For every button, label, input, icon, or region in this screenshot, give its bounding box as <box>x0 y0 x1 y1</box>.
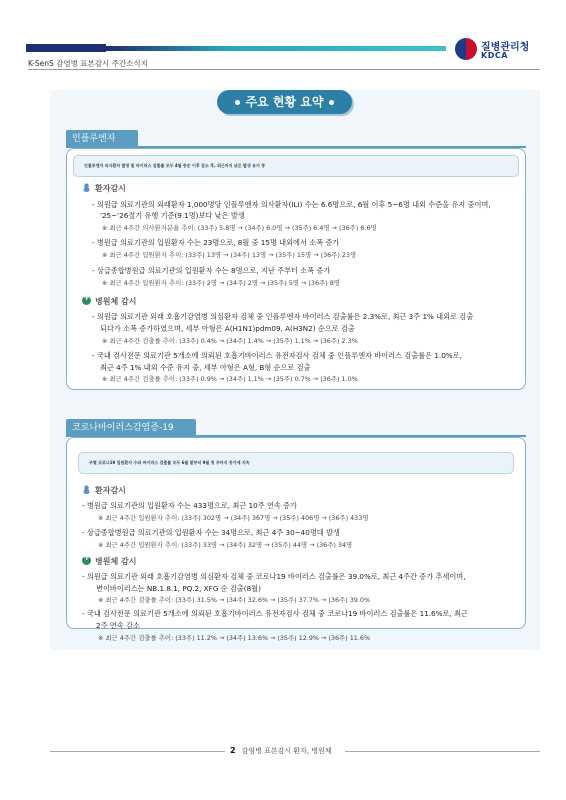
patient-icon <box>82 183 91 192</box>
influenza-lab-virus-line1: - 국내 검사전문 의료기관 5개소에 의뢰된 호흡기바이러스 유전자검사 검체 중 인플루엔자 바이러스 검출률은 1.0%로, <box>92 351 462 360</box>
influenza-clinic-virus-line2: 되다가 소폭 증가하였으며, 세부 아형은 A(H1N1)pdm09, A(H3N2) 순으로 검출 <box>100 324 355 333</box>
covid-tertiary-line: - 상급종합병원급 의료기관의 입원환자 수는 34명으로, 최근 4주 30~40명대 발생 <box>82 528 340 537</box>
influenza-ili-line1: - 의원급 의료기관의 외래환자 1,000명당 인플루엔자 의사환자(ILI) 수는 6.6명으로, 6월 이후 5~6명 내외 수준을 유지 중이며, <box>92 200 491 209</box>
covid-tertiary-note: ※ 최근 4주간 입원환자 추이: (33주) 33명 → (34주) 32명 → (35주) 44명 → (36주) 34명 <box>98 541 353 549</box>
influenza-clinic-virus-note: ※ 최근 4주간 검출률 추이: (33주) 0.4% → (34주) 1.4% → (35주) 1.1% → (36주) 2.3% <box>102 337 358 345</box>
covid-clinic-virus-line2: 변이바이러스는 NB.1.8.1, PQ.2, XFG 순 검출(8월) <box>96 584 261 593</box>
covid-clinic-virus-note: ※ 최근 4주간 검출률 추이: (33주) 31.5% → (34주) 32.6% → (35주) 37.7% → (36주) 39.0% <box>98 596 371 604</box>
influenza-tertiary-line: - 상급종합병원급 의료기관의 입원환자 수는 8명으로, 지난 주부터 소폭 증가 <box>92 266 331 275</box>
influenza-ili-note: ※ 최근 4주간 의사환자분율 추이: (33주) 5.8명 → (34주) 6.0명 → (35주) 6.4명 → (36주) 6.6명 <box>102 224 377 232</box>
covid-lab-virus-line2: 2주 연속 감소 <box>96 621 140 630</box>
covid-lab-virus-note: ※ 최근 4주간 검출률 추이: (33주) 11.2% → (34주) 13.6% → (35주) 12.9% → (36주) 11.6% <box>98 634 371 642</box>
influenza-pathogen-heading <box>82 296 136 307</box>
influenza-lab-virus-line2: 최근 4주 1% 내외 수준 유지 중, 세부 아형은 A형, B형 순으로 검출 <box>100 363 311 372</box>
footer-divider <box>345 751 540 752</box>
influenza-clinic-virus-line1: - 의원급 의료기관 외래 호흡기감염병 의심환자 검체 중 인플루엔자 바이러스 검출률은 2.3%로, 최근 3주 1% 내외로 검출 <box>92 312 474 321</box>
patient-icon <box>82 485 91 494</box>
covid-pathogen-heading <box>82 556 136 567</box>
influenza-tertiary-note: ※ 최근 4주간 입원환자 추이: (33주) 2명 → (34주) 2명 → (35주) 5명 → (36주) 8명 <box>102 279 340 287</box>
logo-name: 질병관리청 <box>481 42 530 53</box>
footer-divider <box>50 751 225 752</box>
influenza-hospital-note: ※ 최근 4주간 입원환자 추이: (33주) 13명 → (34주) 13명 → (35주) 15명 → (36주) 23명 <box>102 251 357 259</box>
heading-text: 환자감시 <box>95 486 126 495</box>
page-number: 2 <box>230 746 236 755</box>
heading-text: 병원체 감시 <box>95 557 137 566</box>
footer-text: 감염병 표본감시 환자, 병원체 <box>241 747 332 755</box>
section-tab-covid: 코로나바이러스감염증-19 <box>66 419 196 437</box>
bullet-dot-icon <box>329 100 334 105</box>
influenza-patient-heading <box>82 183 126 194</box>
header-color-bar <box>26 44 446 52</box>
influenza-lab-virus-note: ※ 최근 4주간 검출률 추이: (33주) 0.9% → (34주) 1.1% → (35주) 0.7% → (36주) 1.0% <box>102 375 358 383</box>
bullet-dot-icon <box>235 100 240 105</box>
influenza-hospital-line: - 병원급 의료기관의 입원환자 수는 23명으로, 8월 중 15명 내외에서 소폭 증가 <box>92 238 340 247</box>
header-divider <box>28 69 540 70</box>
page-title <box>217 90 352 114</box>
covid-clinic-virus-line1: - 의원급 의료기관 외래 호흡기감염병 의심환자 검체 중 코로나19 바이러스 검출률은 39.0%로, 최근 4주간 증가 추세이며, <box>82 572 466 581</box>
heading-text: 병원체 감시 <box>95 297 137 306</box>
hospital-icon <box>82 556 91 565</box>
logo-english: KDCA <box>481 51 508 60</box>
influenza-summary: 인플루엔자 의사환자 발생 및 바이러스 검출률 모두 4월 중순 이후 감소 후, 최근까지 낮은 발생 유지 중 <box>73 155 519 177</box>
covid-lab-virus-line1: - 국내 검사전문 의료기관 5개소에 의뢰된 호흡기바이러스 유전자검사 검체 중 코로나19 바이러스 검출률은 11.6%로, 최근 <box>82 609 468 618</box>
influenza-ili-line2: '25~'26절기 유행 기준(9.1명)보다 낮은 발생 <box>100 211 245 220</box>
hospital-icon <box>82 296 91 305</box>
page-title-text: 주요 현황 요약 <box>245 95 324 109</box>
covid-hospital-line: - 병원급 의료기관의 입원환자 수는 433명으로, 최근 10주 연속 증가 <box>82 501 297 510</box>
heading-text: 환자감시 <box>95 184 126 193</box>
kdca-emblem-icon <box>455 38 477 60</box>
covid-hospital-note: ※ 최근 4주간 입원환자 추이: (33주) 302명 → (34주) 367명 → (35주) 406명 → (36주) 433명 <box>98 514 369 522</box>
kdca-logo <box>455 36 550 64</box>
covid-summary: 주별 코로나19 입원환자 수와 바이러스 검출률 모두 6월 말부터 9월 첫 주까지 증가세 지속 <box>78 452 514 474</box>
running-title: K-SenS 감염병 표본감시 주간소식지 <box>28 59 148 68</box>
page-footer <box>230 746 332 756</box>
section-tab-influenza: 인플루엔자 <box>66 130 138 148</box>
covid-patient-heading <box>82 485 126 496</box>
